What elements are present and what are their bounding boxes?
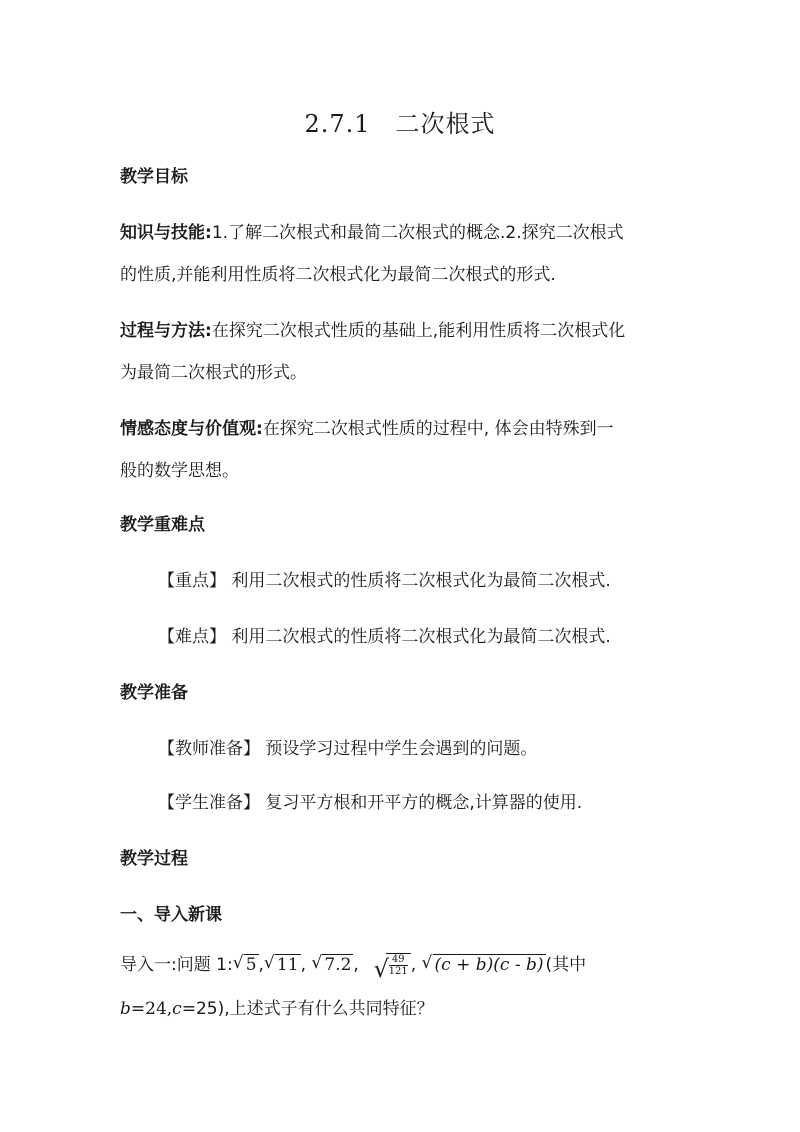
var-c: c [172,999,182,1019]
teacher-prep-label: 【教师准备】 [158,739,260,759]
knowledge-line-1 [120,218,700,243]
student-prep-line [158,788,738,813]
sqrt-5: √ 5 [235,955,259,975]
key-heading: 教学重难点 [120,515,205,535]
emotion-line-1 [120,414,700,439]
knowledge-text-1: 1.了解二次根式和最简二次根式的概念.2.探究二次根式 [211,223,624,243]
emotion-label: 情感态度与价值观: [120,419,263,439]
process-heading: 教学过程 [120,849,188,869]
process-text-1: 在探究二次根式性质的基础上,能利用性质将二次根式化 [211,321,626,341]
sqrt-fraction: √ $\frac{49}{121}$ [374,953,411,977]
process-line-1 [120,316,700,341]
page-title: 2.7.1 二次根式 [304,110,496,138]
intro-question: =25),上述式子有什么共同特征？ [181,999,434,1019]
var-b: b [120,999,131,1019]
objectives-heading: 教学目标 [120,167,188,187]
key-point-label: 【重点】 [158,571,226,591]
intro-problem: 问题 1: [176,955,233,975]
difficulty-label: 【难点】 [158,627,226,647]
process-label: 过程与方法: [120,321,212,341]
key-point-text: 利用二次根式的性质将二次根式化为最简二次根式. [231,571,611,591]
teacher-prep-text: 预设学习过程中学生会遇到的问题。 [265,739,538,759]
intro-paren: (其中 [545,955,587,975]
emotion-line-2: 般的数学思想。 [120,461,239,481]
teacher-prep-line [158,734,738,759]
intro-heading: 一、导入新课 [120,905,222,925]
process-line-2: 为最简二次根式的形式。 [120,363,307,383]
sqrt-7-2: √ 7.2 [313,955,353,975]
emotion-text-1: 在探究二次根式性质的过程中, 体会由特殊到一 [262,419,614,439]
sqrt-11: √ 11 [266,955,301,975]
student-prep-text: 复习平方根和开平方的概念,计算器的使用. [265,793,583,813]
knowledge-label: 知识与技能: [120,223,212,243]
intro-label: 导入一: [120,955,177,975]
prep-heading: 教学准备 [120,683,188,703]
value-b: =24, [130,999,173,1019]
student-prep-label: 【学生准备】 [158,793,260,813]
sqrt-product: √ (c + b)(c - b) [424,955,546,975]
intro-line-2 [120,994,700,1019]
difficulty-line [158,622,738,647]
key-point-line [158,566,738,591]
intro-line-1: 导入一:问题 1:√ 5 ,√ 11 , √ 7.2 , √ $\frac{49}{121}$ , √ (c + b)(c - b) (其中 [120,950,700,977]
difficulty-text: 利用二次根式的性质将二次根式化为最简二次根式. [231,627,611,647]
knowledge-line-2: 的性质,并能利用性质将二次根式化为最简二次根式的形式. [120,265,556,285]
